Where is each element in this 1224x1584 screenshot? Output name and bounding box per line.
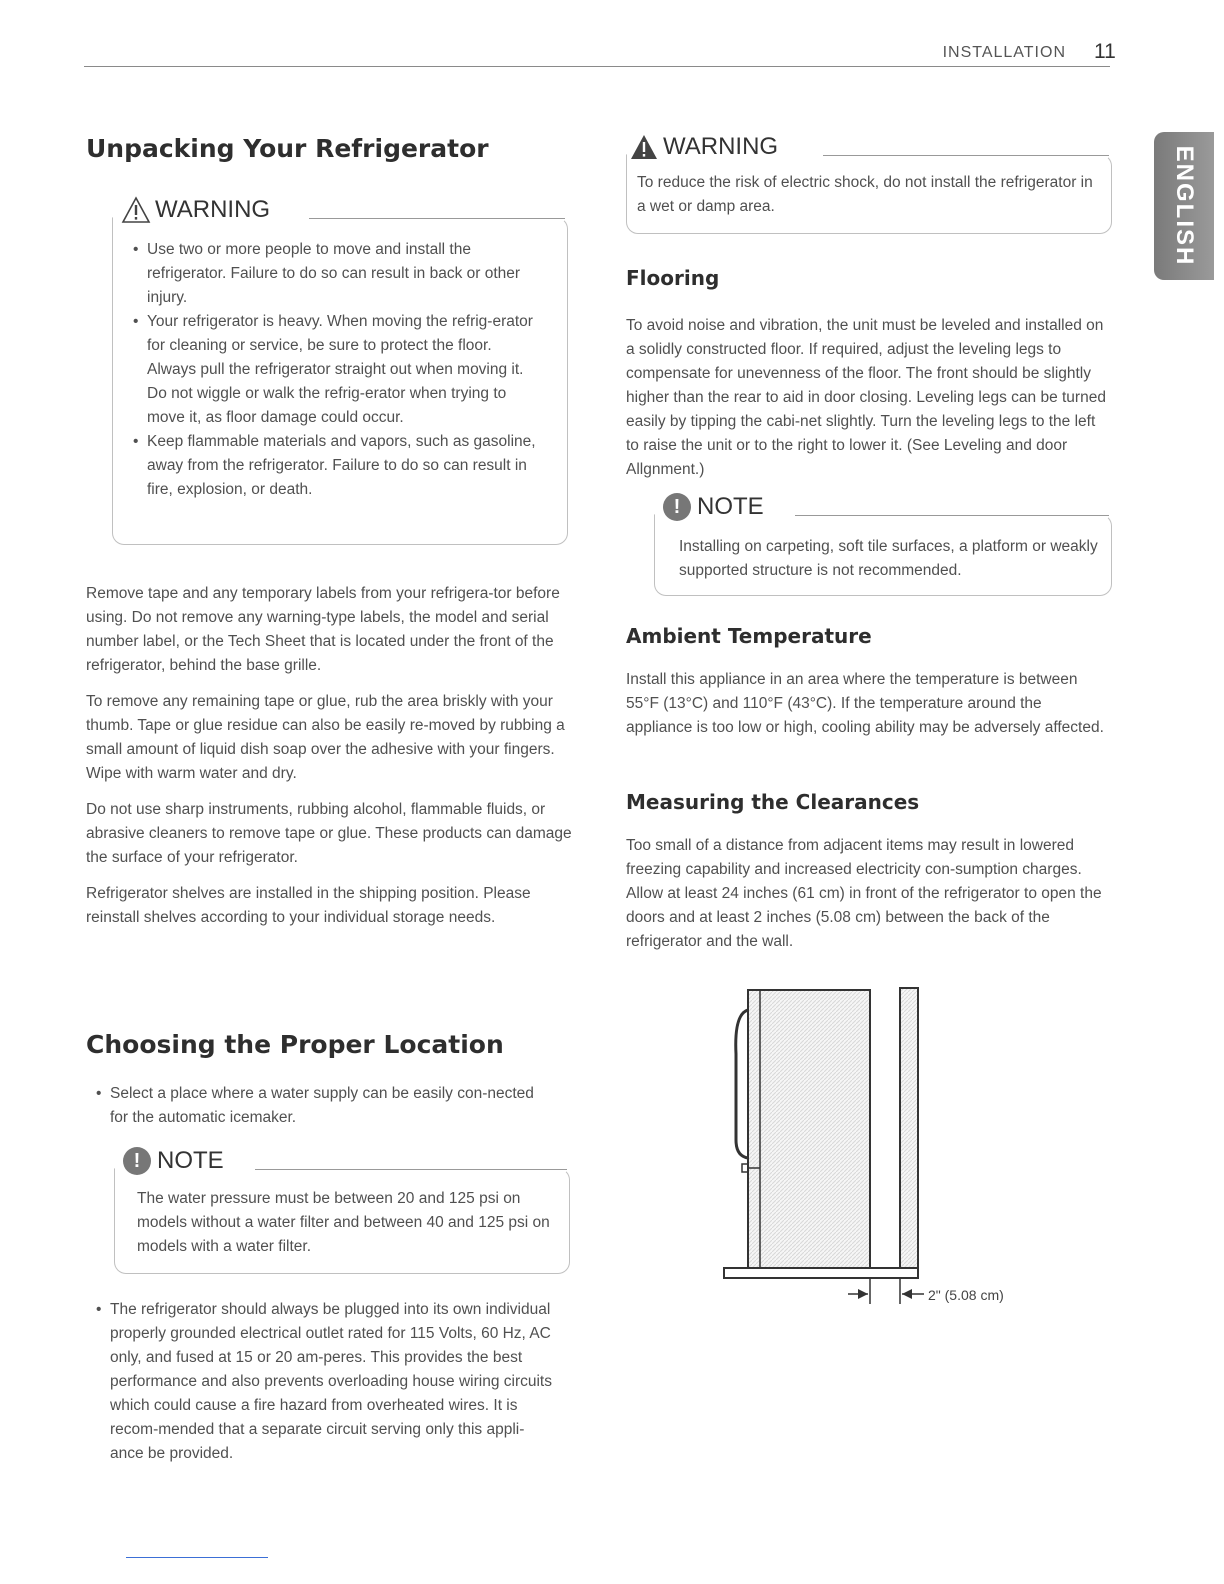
note-box-water — [114, 1147, 570, 1274]
warning-title: WARNING — [155, 196, 271, 223]
paragraph: Do not use sharp instruments, rubbing alcohol, flammable fluids, or abrasive cleaners to remove tape or glue. These products can damage the surface of your refrigerator. — [86, 801, 572, 866]
warning-item: • Keep flammable materials and vapors, such as gasoline, away from the refrigerator. Failure to do so can result in fire, explosion, or death. — [133, 430, 543, 502]
header-divider — [84, 66, 1110, 67]
note-heading — [123, 1147, 232, 1175]
clearance-diagram — [720, 984, 930, 1306]
floor — [724, 1268, 918, 1278]
callout-rule — [309, 218, 565, 219]
note-box-flooring — [654, 493, 1112, 596]
warning-list — [133, 238, 543, 502]
note-exclamation-icon: ! — [123, 1147, 151, 1175]
callout-rule — [823, 155, 1109, 156]
warning-box-unpacking — [112, 196, 568, 545]
note-heading — [663, 493, 772, 521]
footer-rule — [126, 1557, 268, 1558]
location-list-2 — [96, 1298, 554, 1466]
language-tab — [1154, 132, 1214, 280]
location-title: Choosing the Proper Location — [86, 1030, 504, 1059]
page-number: 11 — [1094, 40, 1116, 63]
callout-rule — [255, 1169, 567, 1170]
note-title: NOTE — [157, 1147, 224, 1174]
warning-text: To reduce the risk of electric shock, do not install the refrigerator in a wet or damp area. — [637, 174, 1093, 215]
arrow-left-icon — [902, 1289, 924, 1299]
ambient-title: Ambient Temperature — [626, 624, 872, 648]
clearances-text: Too small of a distance from adjacent items may result in lowered freezing capability and increased electricity con-sumption charges. Allow at least 24 inches (61 cm) in front of the refrigerator to open the doors and at least 2 inches (5.08 cm) between the back of the refrigerator and the wall. — [626, 837, 1102, 950]
list-item: • Select a place where a water supply can be easily con-nected for the automatic icemaker. — [96, 1082, 554, 1130]
language-tab-label: ENGLISH — [1171, 145, 1198, 267]
flooring-text: To avoid noise and vibration, the unit must be leveled and installed on a solidly constructed floor. If required, adjust the leveling legs to compensate for unevenness of the floor. The front should be slightly higher than the rear to aid in door closing. Leveling legs can be turned easily by tipping the cabi-net slightly. Turn the leveling legs to the left to raise the unit or to the right to lower it. (See Leveling and door Allgnment.) — [626, 317, 1106, 478]
clearance-label: 2" (5.08 cm) — [928, 1287, 1004, 1303]
warning-triangle-icon — [121, 196, 151, 224]
warning-heading — [629, 133, 786, 161]
location-list-1 — [96, 1082, 554, 1130]
clearances-title: Measuring the Clearances — [626, 790, 920, 814]
paragraph: Remove tape and any temporary labels from your refrigera-tor before using. Do not remove any warning-type labels, the model and serial number label, or the Tech Sheet that is located under the front of the refrigerator, behind the base grille. — [86, 585, 560, 674]
note-text: The water pressure must be between 20 and 125 psi on models without a water filter and between 40 and 125 psi on models with a water filter. — [137, 1190, 550, 1255]
warning-item: • Use two or more people to move and install the refrigerator. Failure to do so can result in back or other injury. — [133, 238, 543, 310]
note-text: Installing on carpeting, soft tile surfaces, a platform or weakly supported structure is not recommended. — [679, 538, 1098, 579]
flooring-title: Flooring — [626, 266, 720, 290]
warning-triangle-icon — [629, 133, 659, 161]
section-title: INSTALLATION — [942, 44, 1066, 61]
arrow-right-icon — [848, 1289, 868, 1299]
paragraph: To remove any remaining tape or glue, rub the area briskly with your thumb. Tape or glue residue can also be easily re-moved by rubbing a small amount of liquid dish soap over the adhesive with your fingers. Wipe with warm water and dry. — [86, 693, 565, 782]
unpacking-body — [86, 582, 572, 942]
warning-box-shock — [626, 133, 1112, 234]
warning-title: WARNING — [663, 133, 779, 160]
wall — [900, 988, 918, 1278]
callout-rule — [795, 515, 1109, 516]
warning-item: • Your refrigerator is heavy. When moving the refrig-erator for cleaning or service, be sure to protect the floor. Always pull the refrigerator straight out when moving it. Do not wiggle or walk the refrig-erator when trying to move it, as floor damage could occur. — [133, 310, 543, 430]
note-exclamation-icon: ! — [663, 493, 691, 521]
list-item: • The refrigerator should always be plugged into its own individual properly grounded electrical outlet rated for 115 Volts, 60 Hz, AC only, and fused at 15 or 20 am-peres. This provides the best performance and also prevents overloading house wiring circuits which could cause a fire hazard from overheated wires. It is recom-mended that a separate circuit serving only this appli-ance be provided. — [96, 1298, 554, 1466]
unpacking-title: Unpacking Your Refrigerator — [86, 134, 489, 163]
paragraph: Refrigerator shelves are installed in the shipping position. Please reinstall shelves according to your individual storage needs. — [86, 885, 531, 926]
ambient-text: Install this appliance in an area where the temperature is between 55°F (13°C) and 110°F (43°C). If the temperature around the appliance is too low or high, cooling ability may be adversely affected. — [626, 671, 1104, 736]
warning-heading — [121, 196, 278, 224]
note-title: NOTE — [697, 493, 764, 520]
refrigerator-side-view — [736, 990, 870, 1268]
